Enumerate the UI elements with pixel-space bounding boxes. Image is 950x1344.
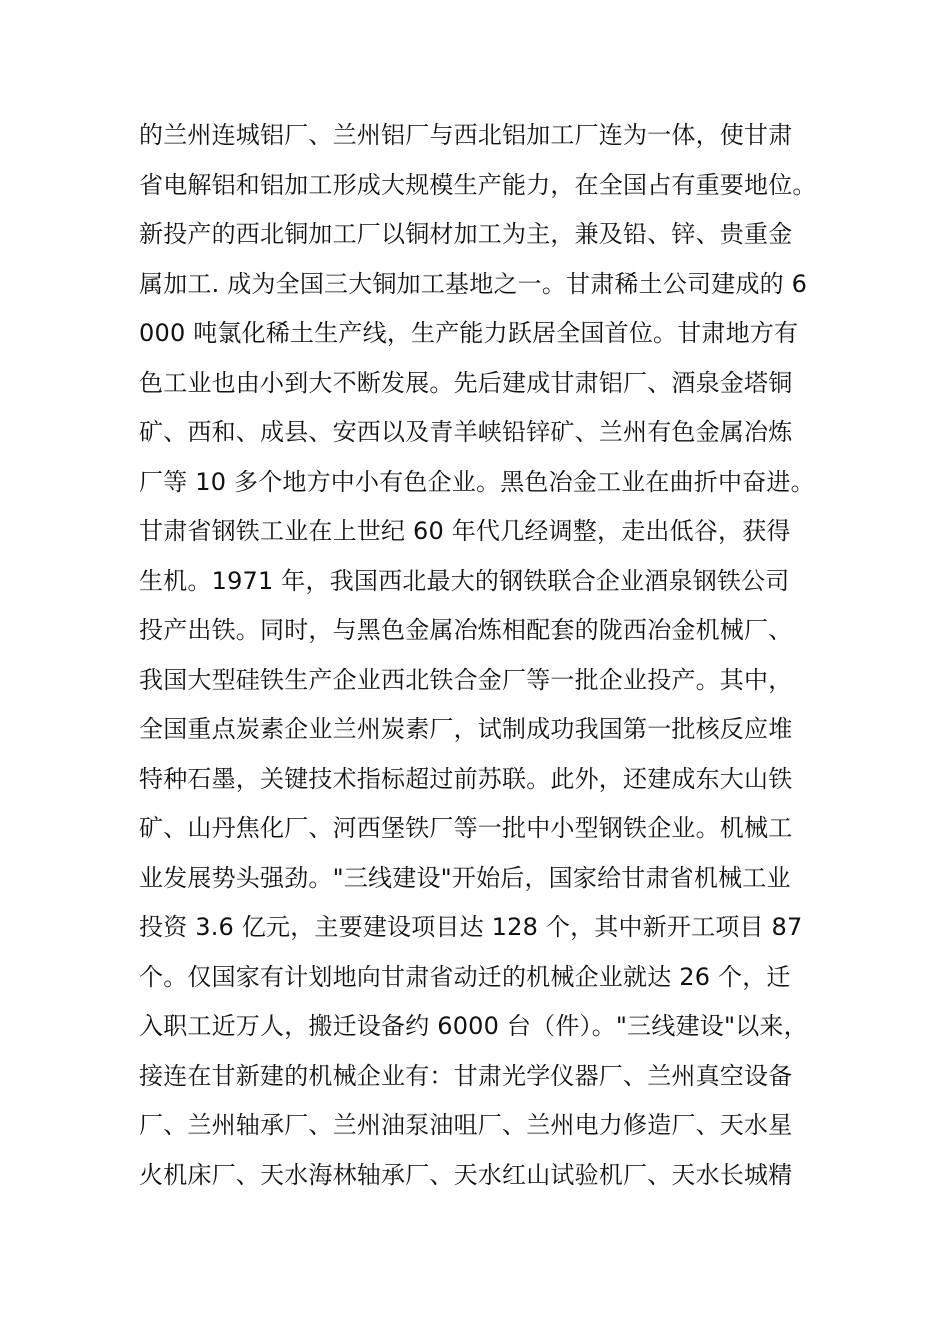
text-line: 色工业也由小到大不断发展。先后建成甘肃铝厂、酒泉金塔铜 [139, 368, 793, 397]
text-line: 入职工近万人，搬迁设备约 6000 台（件）。"三线建设"以来， [139, 1012, 808, 1040]
text-line: 厂等 10 多个地方中小有色企业。黑色冶金工业在曲折中奋进。 [139, 467, 815, 496]
text-line: 我国大型硅铁生产企业西北铁合金厂等一批企业投产。其中， [139, 665, 793, 694]
text-line: 甘肃省钢铁工业在上世纪 60 年代几经调整，走出低谷，获得 [139, 517, 791, 545]
text-line: 省电解铝和铝加工形成大规模生产能力，在全国占有重要地位。 [139, 170, 817, 199]
text-line: 矿、西和、成县、安西以及青羊峡铅锌矿、兰州有色金属冶炼 [139, 418, 793, 446]
text-line: 接连在甘新建的机械企业有：甘肃光学仪器厂、兰州真空设备 [139, 1061, 793, 1090]
text-line: 的兰州连城铝厂、兰州铝厂与西北铝加工厂连为一体，使甘肃 [139, 121, 793, 149]
text-line: 新投产的西北铜加工厂以铜材加工为主，兼及铅、锌、贵重金 [139, 220, 793, 248]
text-line: 投产出铁。同时，与黑色金属冶炼相配套的陇西冶金机械厂、 [139, 616, 793, 644]
text-line: 全国重点炭素企业兰州炭素厂，试制成功我国第一批核反应堆 [139, 715, 793, 743]
text-line: 000 吨氯化稀土生产线，生产能力跃居全国首位。甘肃地方有 [139, 319, 799, 347]
text-line: 厂、兰州轴承厂、兰州油泵油咀厂、兰州电力修造厂、天水星 [139, 1111, 793, 1139]
text-line: 矿、山丹焦化厂、河西堡铁厂等一批中小型钢铁企业。机械工 [139, 814, 793, 842]
text-line: 属加工. 成为全国三大铜加工基地之一。甘肃稀土公司建成的 6 [139, 269, 808, 298]
text-line: 生机。1971 年，我国西北最大的钢铁联合企业酒泉钢铁公司 [139, 566, 790, 595]
text-line: 业发展势头强劲。"三线建设"开始后，国家给甘肃省机械工业 [139, 863, 791, 892]
text-line: 火机床厂、天水海林轴承厂、天水红山试验机厂、天水长城精 [139, 1160, 793, 1189]
body-text [139, 111, 829, 1200]
text-line: 投资 3.6 亿元，主要建设项目达 128 个，其中新开工项目 87 [139, 913, 803, 941]
text-line: 特种石墨，关键技术指标超过前苏联。此外，还建成东大山铁 [139, 764, 793, 793]
text-line: 个。仅国家有计划地向甘肃省动迁的机械企业就达 26 个，迁 [139, 962, 791, 991]
